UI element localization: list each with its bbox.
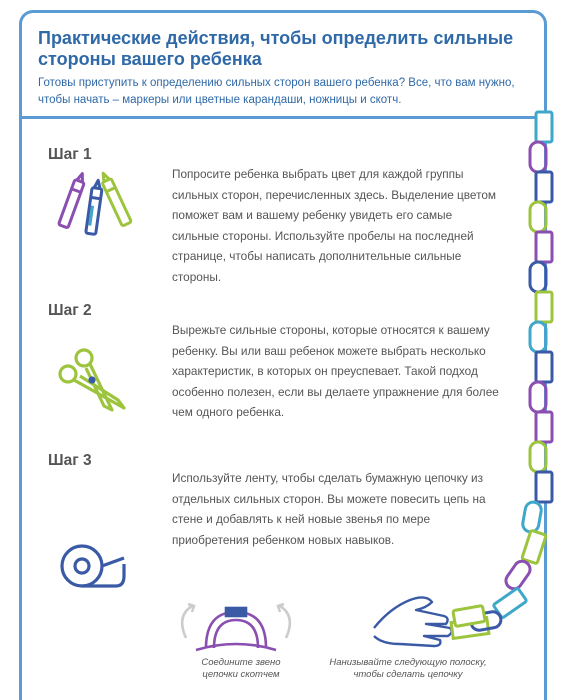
step-2-text: Вырежьте сильные стороны, которые относятся к вашему ребенку. Вы или ваш ребенок можете выбрать несколько характеристик, в которых он преуспевает. Такой подход особенно полезен, если вы делаете упражнение для более чем одного ребенка. bbox=[172, 323, 499, 419]
step-2-label: Шаг 2 bbox=[48, 302, 92, 319]
step-1-label: Шаг 1 bbox=[48, 146, 92, 163]
step-3-text: Используйте ленту, чтобы сделать бумажную цепочку из отдельных сильных сторон. Вы можете повесить цепь на стене и добавлять к ней новые звенья по мере приобретения ребенком новых навыков. bbox=[172, 471, 486, 547]
step-1-text: Попросите ребенка выбрать цвет для каждой группы сильных сторон, перечисленных здесь. Выделение цветом поможет вам и вашему ребенку увидеть его самые сильные стороны. Используйте пробелы на последней странице, чтобы написать дополнительные сильные стороны. bbox=[172, 167, 497, 284]
markers-icon bbox=[52, 170, 142, 245]
tape-joining-illustration bbox=[166, 598, 306, 663]
paper-chain-illustration bbox=[448, 108, 573, 653]
scissors-icon bbox=[54, 346, 134, 421]
page-title: Практические действия, чтобы определить сильные стороны вашего ребенка bbox=[38, 28, 514, 69]
join-link-caption: Соедините звено цепочки скотчем bbox=[201, 657, 281, 680]
step-3-label: Шаг 3 bbox=[48, 452, 92, 469]
intro-text: Готовы приступить к определению сильных сторон вашего ребенка? Все, что вам нужно, чтобы начать – маркеры или цветные карандаши, ножницы и скотч. bbox=[38, 77, 515, 106]
tape-icon bbox=[58, 540, 134, 601]
thread-strip-caption: Нанизывайте следующую полоску, чтобы сделать цепочку bbox=[329, 657, 487, 680]
